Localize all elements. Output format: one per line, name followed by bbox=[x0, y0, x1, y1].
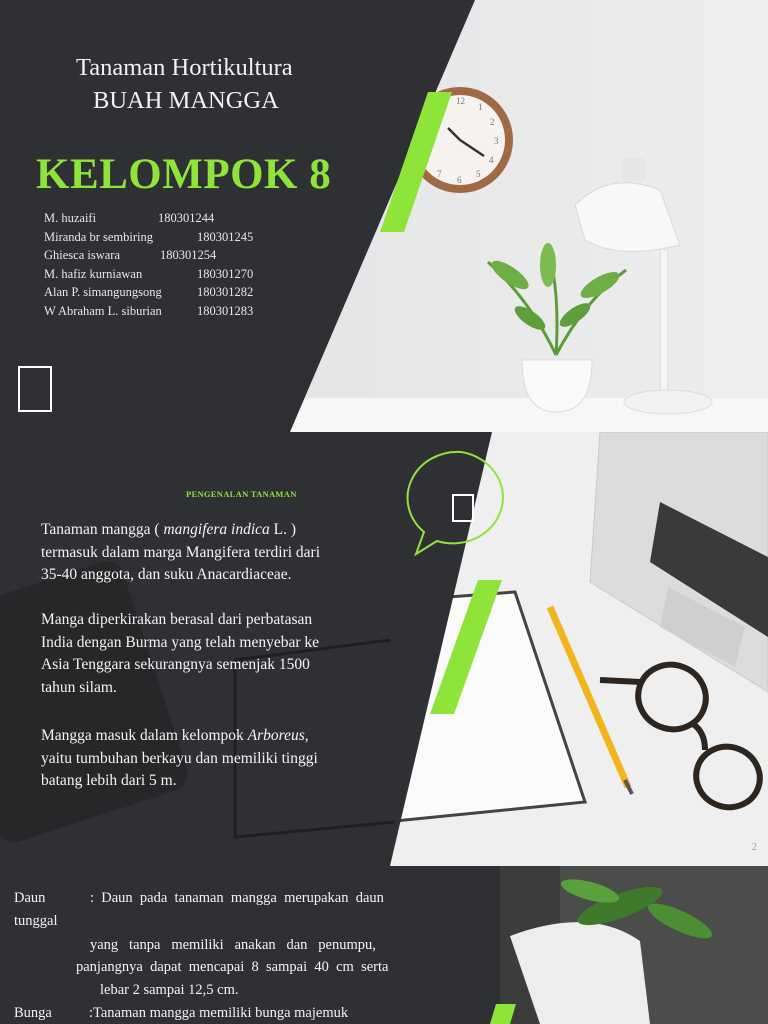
clock-number: 4 bbox=[489, 155, 494, 165]
member-row bbox=[44, 283, 254, 302]
daun-line-4: lebar 2 sampai 12,5 cm. bbox=[100, 982, 239, 998]
clock-number: 3 bbox=[494, 136, 499, 146]
missing-glyph-icon bbox=[18, 366, 52, 412]
bunga-label: Bunga bbox=[14, 1005, 52, 1021]
daun-line-1b: tunggal bbox=[14, 913, 58, 929]
member-nim: 180301244 bbox=[158, 211, 215, 225]
slide-title bbox=[0, 0, 768, 432]
clock-number: 12 bbox=[456, 96, 465, 106]
member-name: Alan P. simangungsong bbox=[44, 285, 162, 299]
clock-number: 6 bbox=[457, 175, 462, 185]
clock-number: 7 bbox=[437, 169, 442, 179]
title-line-1: Tanaman Hortikultura bbox=[76, 54, 293, 81]
member-row bbox=[44, 209, 215, 228]
daun-line-2: yang tanpa memiliki anakan dan penumpu, bbox=[90, 937, 376, 953]
member-nim: 180301282 bbox=[197, 285, 254, 299]
title-line-2: BUAH MANGGA bbox=[93, 87, 279, 114]
member-row bbox=[44, 302, 254, 321]
member-nim: 180301254 bbox=[160, 248, 217, 262]
clock-number: 1 bbox=[478, 102, 483, 112]
clock-number: 5 bbox=[476, 169, 481, 179]
member-nim: 180301270 bbox=[197, 266, 254, 281]
group-name: KELOMPOK 8 bbox=[36, 151, 332, 198]
member-row bbox=[44, 228, 254, 247]
page-number: 2 bbox=[752, 842, 757, 853]
member-name: W Abraham L. siburian bbox=[44, 303, 162, 318]
member-nim: 180301245 bbox=[197, 229, 254, 244]
member-name: Miranda br sembiring bbox=[44, 229, 154, 244]
clock-number: 2 bbox=[490, 117, 495, 127]
daun-line-1: : Daun pada tanaman mangga merupakan daun bbox=[90, 890, 384, 906]
slide-pengenalan bbox=[0, 432, 768, 866]
member-list bbox=[44, 209, 254, 320]
member-row bbox=[44, 265, 254, 284]
plant-photo bbox=[500, 866, 768, 1024]
daun-line-3: panjangnya dapat mencapai 8 sampai 40 cm serta bbox=[76, 959, 389, 975]
member-name: M. hafiz kurniawan bbox=[44, 266, 143, 281]
bunga-line-1: :Tanaman mangga memiliki bunga majemuk bbox=[89, 1005, 349, 1021]
paragraph-3: Mangga masuk dalam kelompok Arboreus, yaitu tumbuhan berkayu dan memiliki tinggi batang lebih dari 5 m. bbox=[41, 727, 318, 789]
missing-glyph-icon bbox=[452, 494, 474, 522]
member-name: Ghiesca iswara bbox=[44, 248, 121, 262]
paragraph-2: Manga diperkirakan berasal dari perbatasan India dengan Burma yang telah menyebar ke Asia Tenggara sekurangnya semenjak 1500 tahun silam. bbox=[41, 611, 320, 696]
slide-morfologi bbox=[0, 866, 768, 1024]
member-name: M. huzaifi bbox=[44, 211, 97, 225]
member-nim: 180301283 bbox=[197, 303, 254, 318]
section-heading: PENGENALAN TANAMAN bbox=[186, 489, 297, 499]
paragraph-1: Tanaman mangga ( mangifera indica L. ) termasuk dalam marga Mangifera terdiri dari 35-40 anggota, dan suku Anacardiaceae. bbox=[41, 521, 321, 583]
member-row bbox=[44, 246, 217, 265]
daun-label: Daun bbox=[14, 890, 46, 906]
